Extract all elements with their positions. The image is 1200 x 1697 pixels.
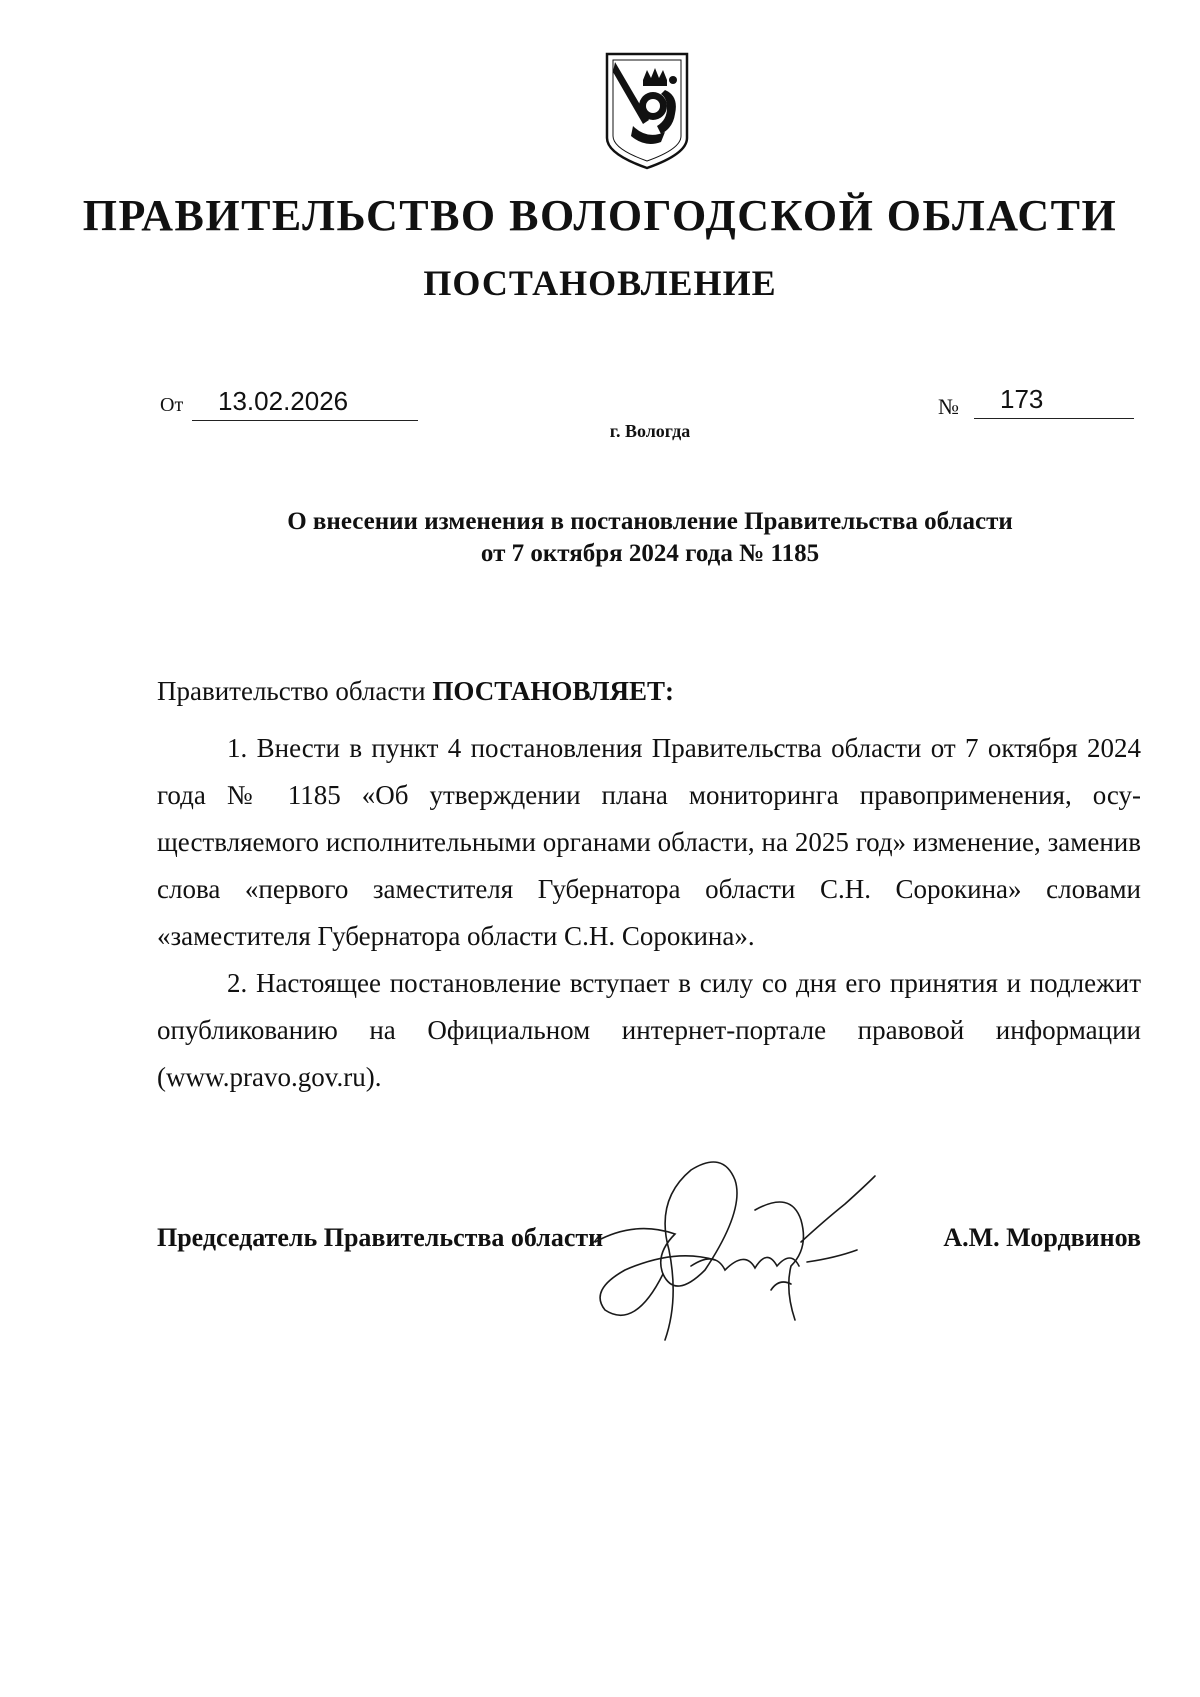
handwritten-signature-icon	[595, 1150, 955, 1350]
number-underline	[974, 418, 1134, 419]
government-title: ПРАВИТЕЛЬСТВО ВОЛОГОДСКОЙ ОБЛАСТИ	[82, 191, 1118, 240]
document-type: ПОСТАНОВЛЕНИЕ	[423, 263, 777, 303]
decree-word: ПОСТАНОВЛЯЕТ:	[432, 676, 674, 706]
signer-position: Председатель Правительства области	[157, 1223, 604, 1252]
paragraph-item-2: 2. Настоящее постановление вступает в силу со дня его принятия и подлежит опубликованию на Официальном интернет-портале правовой информации (www.pravo.gov.ru).	[157, 968, 1141, 1092]
document-subject	[0, 506, 1200, 570]
decree-prefix: Правительство области	[157, 676, 433, 706]
date-value: 13.02.2026	[218, 386, 349, 416]
number-value: 173	[1000, 384, 1044, 414]
paragraph-item-1: 1. Внести в пункт 4 постановления Правительства области от 7 октября 2024 года № 1185 «Об утверждении плана мониторинга правоприменения, осуществляемого исполнительными органами области, на 2025 год» изменение, заменив слова «первого заместителя Губернатора области С.Н. Сорокина» словами «заместителя Губернатора области С.Н. Сорокина».	[157, 733, 1141, 951]
subject-line-2: от 7 октября 2024 года № 1185	[480, 540, 820, 567]
decree-statement	[157, 668, 1141, 715]
coat-of-arms-icon	[603, 50, 691, 172]
number-field	[938, 386, 1138, 422]
number-label: №	[938, 394, 959, 419]
city: г. Вологда	[609, 421, 691, 441]
document-body	[157, 668, 1141, 1101]
date-field	[160, 386, 420, 424]
subject-line-1: О внесении изменения в постановление Правительства области	[287, 508, 1013, 535]
date-label: От	[160, 394, 184, 416]
signer-name: А.М. Мордвинов	[943, 1223, 1141, 1252]
